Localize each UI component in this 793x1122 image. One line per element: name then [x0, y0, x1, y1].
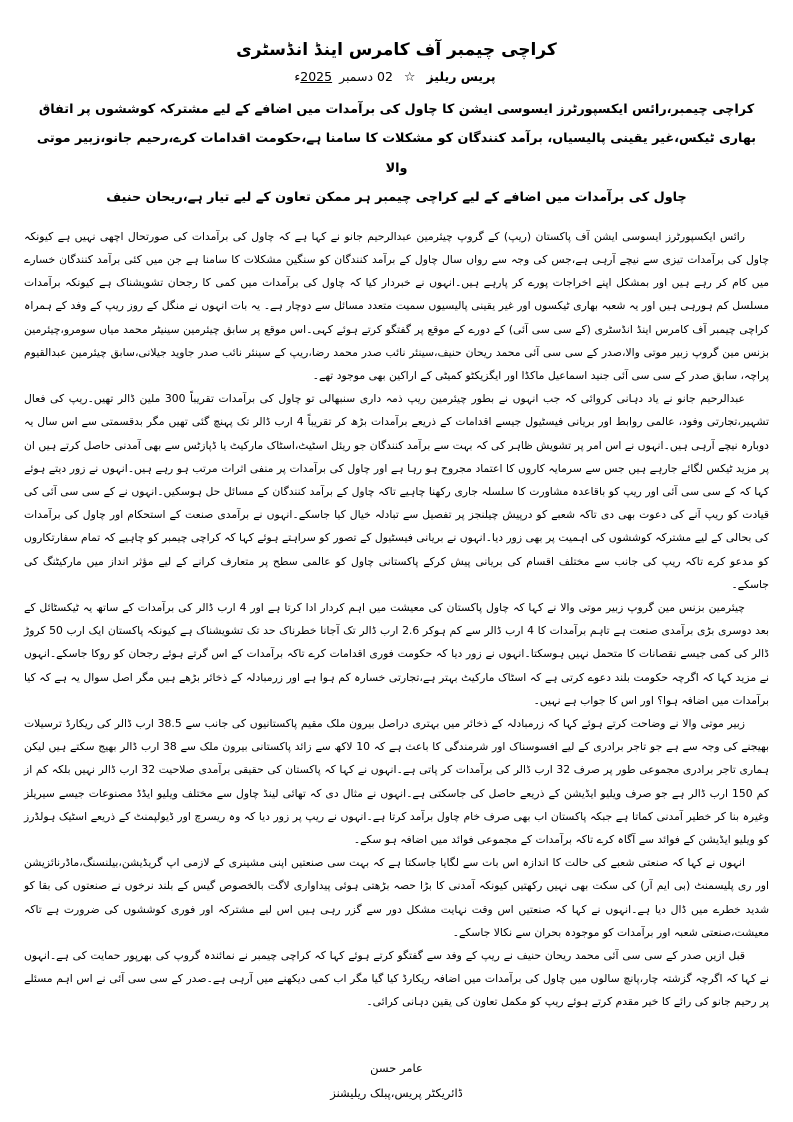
headline-line-2: بھاری ٹیکس،غیر یقینی پالیسیاں، برآمد کنندگان کو مشکلات کا سامنا ہے،حکومت اقدامات کرے،رحیم جانو،زبیر موتی والا [36, 131, 757, 176]
star-icon: ☆ [403, 70, 416, 85]
signatory-designation: ڈائریکٹر پریس،پبلک ریلیشنز [330, 1085, 463, 1100]
signatory-name: عامر حسن [370, 1060, 423, 1075]
date-era-mark: ء [294, 69, 301, 84]
body-paragraph-1: رائس ایکسپورٹرز ایسوسی ایشن آف پاکستان (ریپ) کے گروپ چیئرمین عبدالرحیم جانو نے کہا ہے کہ چاول کی برآمدات کی صورتحال اچھی نہیں ہے کیونکہ چاول کی برآمدات تیزی سے نیچے آرہی ہے،جس کی وجہ سے رواں سال چاول کے برآمد کنندگان کو سنگین مشکلات کا سامنا ہے جن میں کئی برآمد کنندگان خسارے میں کام کر رہے ہیں اور بمشکل اپنے اخراجات پورے کر پارہے ہیں۔انہوں نے خبردار کیا کہ چاول کی برآمدات میں کمی کا رجحان تشویشناک ہے کیونکہ برآمدات مسلسل کم ہورہی ہیں اور یہ شعبہ بھاری ٹیکسوں اور غیر یقینی پالیسیوں سمیت متعدد مسائل سے دوچار ہے۔ یہ بات انہوں نے منگل کے روز ریپ کے وفد کے ہمراہ کراچی چیمبر آف کامرس اینڈ انڈسٹری (کے سی سی آئی) کے دورے کے موقع پر گفتگو کرتے ہوئے کہی۔اس موقع پر سابق چیئرمین سینیٹر محمد میاں سومرو،چیئرمین بزنس مین گروپ زبیر موتی والا،صدر کے سی سی آئی محمد ریحان حنیف،سینئر نائب صدر محمد رضا،ریپ کے سینئر نائب صدر جاوید جیلانی،سابق چیئرمین عبدالقیوم پراچہ، سابق صدر کے سی سی آئی جنید اسماعیل ماکڈا اور ایگزیکٹو کمیٹی کے اراکین بھی موجود تھے۔ [24, 229, 769, 382]
press-release-date-line [24, 69, 769, 85]
signature-block [24, 1056, 769, 1107]
press-release-label: پریس ریلیز [426, 69, 496, 84]
document-header [24, 40, 769, 85]
body-paragraph-6: قبل ازیں صدر کے سی سی آئی محمد ریحان حنیف نے ریپ کے وفد سے گفتگو کرتے ہوئے کہا کہ کراچی چیمبر نے نمائندہ گروپ کی بھرپور حمایت کی ہے۔انہوں نے کہا کہ اگرچہ گزشتہ چار،پانچ سالوں میں چاول کی برآمدات میں اضافہ ریکارڈ کیا گیا مگر اب کمی دیکھنے میں آرہی ہے۔صدر کے سی سی آئی نے اس اہم مسئلے پر رحیم جانو کی رائے کا خیر مقدم کرتے ہوئے ریپ کو مکمل تعاون کی یقین دہانی کرائی۔ [24, 948, 769, 1009]
press-release-body [24, 225, 769, 1014]
body-paragraph-5: انہوں نے کہا کہ صنعتی شعبے کی حالت کا اندازہ اس بات سے لگایا جاسکتا ہے کہ بہت سی صنعتیں اپنی مشینری کے لازمی اپ گریڈیشن،بیلنسنگ،ماڈرنائزیشن اور ری پلیسمنٹ (بی ایم آر) کی سکت بھی نہیں رکھتیں کیونکہ آمدنی کا بڑا حصہ بڑھتی ہوئی پیداواری لاگت بالخصوص گیس کے بلند نرخوں نے صنعتوں کی بقا کو شدید خطرے میں ڈال دیا ہے۔انہوں نے کہا کہ صنعتیں اس وقت نہایت مشکل دور سے گزر رہی ہیں اس لیے مشترکہ اور فوری کوششوں کی ضرورت ہے تاکہ معیشت،صنعتی شعبہ اور برآمدات کو موجودہ بحران سے نکالا جاسکے۔ [24, 856, 769, 939]
date-year: 2025 [300, 69, 333, 84]
body-paragraph-3: چیئرمین بزنس مین گروپ زبیر موتی والا نے کہا کہ چاول پاکستان کی معیشت میں اہم کردار ادا کرتا ہے اور 4 ارب ڈالر کی برآمدات کے ساتھ یہ ٹیکسٹائل کے بعد دوسری بڑی برآمدی صنعت ہے تاہم برآمدات کا 4 ارب ڈالر سے کم ہوکر 2.6 ارب ڈالر تک آجانا خطرناک حد تک تشویشناک ہے کیونکہ پاکستان ایک ارب 50 کروڑ ڈالر کی کمی جیسے نقصانات کا متحمل نہیں ہوسکتا۔انہوں نے زور دیا کہ حکومت فوری اقدامات کرے تاکہ برآمدات کے اس گرتے ہوئے رجحان کو روکا جاسکے۔انہوں نے مزید کہا کہ اگرچہ حکومت بلند دعوے کرتی ہے کہ اسٹاک مارکیٹ بہتر ہے،تجارتی خسارہ کم ہوا ہے اور زرمبادلہ کے ذخائر بڑھے ہیں مگر اصل سوال یہ ہے کہ کیا برآمدات میں اضافہ ہوا؟ اور اس کا جواب ہے نہیں۔ [24, 600, 769, 707]
body-paragraph-4: زبیر موتی والا نے وضاحت کرتے ہوئے کہا کہ زرمبادلہ کے ذخائر میں بہتری دراصل بیرون ملک مقیم پاکستانیوں کی جانب سے 38.5 ارب ڈالر کی ریکارڈ ترسیلات بھیجنے کی وجہ سے ہے جو تاجر برادری کے لیے افسوسناک اور شرمندگی کا باعث ہے کہ 10 لاکھ سے زائد پاکستانی بیرون ملک سے 38 ارب ڈالر بھیج سکتے ہیں لیکن ہماری تاجر برادری مجموعی طور پر صرف 32 ارب ڈالر کی برآمدات کر پاتی ہے۔انہوں نے کہا کہ پاکستان کی حقیقی برآمدی صلاحیت 32 ارب ڈالر نہیں بلکہ کم از کم 150 ارب ڈالر ہے جو صرف ویلیو ایڈیشن کے ذریعے حاصل کی جاسکتی ہے۔انہوں نے مثال دی کہ تھائی لینڈ چاول سے مختلف ویلیو ایڈڈ مصنوعات جیسے سیریلز وغیرہ بنا کر خطیر آمدنی کماتا ہے جبکہ پاکستان اب بھی صرف خام چاول برآمد کرتا ہے۔انہوں نے ریپ پر زور دیا کہ وہ ریسرچ اور ڈیولپمنٹ کے ذریعے اسٹیک ہولڈرز کو ویلیو ایڈیشن کے فوائد سے آگاہ کرے تاکہ برآمدات کے مجموعی فوائد میں اضافہ ہو سکے۔ [24, 716, 770, 846]
body-paragraph-2: عبدالرحیم جانو نے یاد دہانی کروائی کہ جب انہوں نے بطور چیئرمین ریپ ذمہ داری سنبھالی تو چاول کی برآمدات تقریباً 300 ملین ڈالر تھیں۔ریپ کی فعال تشہیر،تجارتی وفود، عالمی روابط اور بریانی فیسٹیول جیسے اقدامات کے ذریعے برآمدات بڑھ کر تقریباً 4 ارب ڈالر تک پہنچ گئی تھیں مگر بدقسمتی سے اس سال یہ دوبارہ نیچے آرہی ہیں۔انہوں نے اس امر پر تشویش ظاہر کی کہ بہت سے برآمد کنندگان جو ریئل اسٹیٹ،اسٹاک مارکیٹ یا ڈپازٹس سے بھی آمدنی حاصل کرتے ہیں ان پر مزید ٹیکس لگائے جارہے ہیں جس سے سرمایہ کاروں کا اعتماد مجروح ہو رہا ہے اور چاول کی برآمدات پر منفی اثرات مرتب ہو رہے ہیں۔انہوں نے زور دیتے ہوئے کہا کہ کے سی سی آئی اور ریپ کو باقاعدہ مشاورت کا سلسلہ جاری رکھنا چاہیے تاکہ چاول کے برآمد کنندگان کے مسائل حل ہوسکیں۔انہوں نے کے سی سی آئی کی قیادت کو ریپ آنے کی دعوت بھی دی تاکہ شعبے کو درپیش چیلنجز پر تفصیل سے تبادلہ خیال کیا جاسکے۔انہوں نے برآمدی صنعت کے استحکام اور چاول کی برآمدات کی بحالی کے لیے مشترکہ کوششوں کی اہمیت پر بھی زور دیا۔انہوں نے بریانی فیسٹیول کے تصور کو سراہتے ہوئے کہا کہ کراچی چیمبر کو چاہیے کہ تمام سفارتکاروں کو مدعو کرے تاکہ ریپ کی جانب سے مختلف اقسام کی بریانی پیش کرکے پاکستانی چاول کو عالمی سطح پر متعارف کرانے کے لیے مؤثر انداز میں مارکیٹنگ کی جاسکے۔ [24, 392, 769, 591]
headline-line-1: کراچی چیمبر،رائس ایکسپورٹرز ایسوسی ایشن کا چاول کی برآمدات میں اضافے کے لیے مشترکہ کوششوں پر اتفاق [38, 102, 755, 117]
page-title: کراچی چیمبر آف کامرس اینڈ انڈسٹری [236, 40, 557, 60]
headline-block [24, 95, 769, 213]
date-day-month: 02 دسمبر [339, 69, 393, 84]
headline-line-3: چاول کی برآمدات میں اضافے کے لیے کراچی چیمبر ہر ممکن تعاون کے لیے تیار ہے،ریحان حنیف [106, 190, 687, 206]
